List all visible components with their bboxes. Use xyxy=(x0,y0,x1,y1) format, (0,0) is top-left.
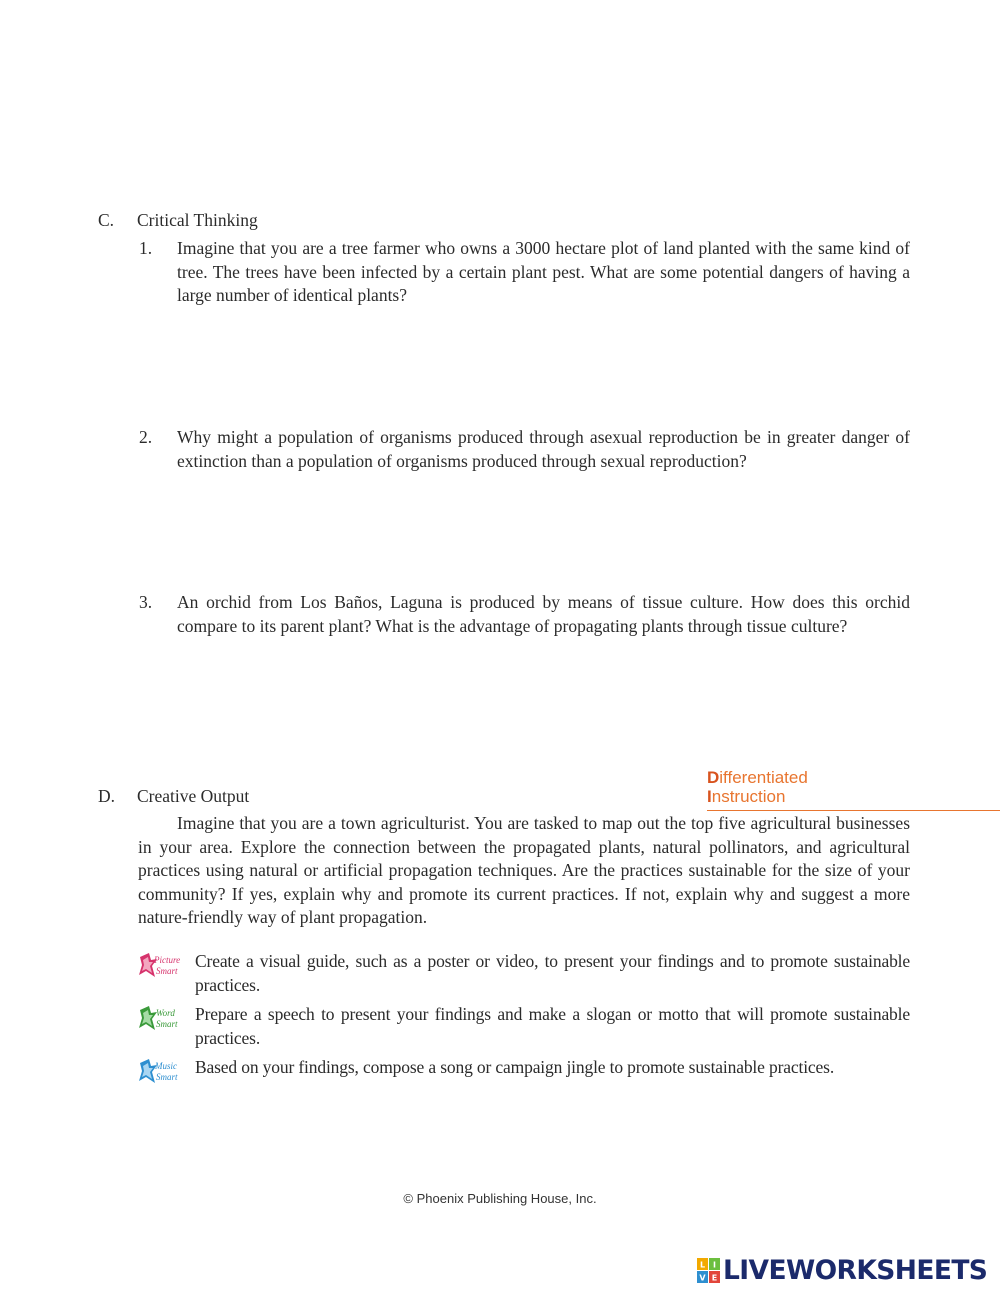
logo-block-v: V xyxy=(699,1273,706,1283)
di-line-2 xyxy=(707,787,785,806)
logo-block-e: E xyxy=(711,1273,718,1283)
music-smart-icon xyxy=(137,1056,185,1090)
liveworksheets-blocks-icon xyxy=(697,1258,721,1284)
word-smart-word-top: Word xyxy=(156,1008,175,1018)
logo-block-l: L xyxy=(699,1260,706,1270)
music-smart-word-bottom: Smart xyxy=(156,1072,178,1082)
task-word-smart-text: Prepare a speech to present your findings and make a slogan or motto that will promote sustainable practices. xyxy=(195,1004,910,1048)
section-c-letter: C. xyxy=(98,210,115,230)
liveworksheets-wordmark: LIVEWORKSHEETS xyxy=(723,1255,988,1286)
question-1-number: 1. xyxy=(139,238,153,258)
picture-smart-word-top: Picture xyxy=(154,955,181,965)
di-rest-1: ifferentiated xyxy=(719,768,808,787)
word-smart-word-bottom: Smart xyxy=(156,1019,178,1029)
word-smart-icon xyxy=(137,1003,185,1037)
question-2-text: Why might a population of organisms produced through asexual reproduction be in greater danger of extinction than a population of organisms produced through sexual reproduction? xyxy=(177,427,910,471)
di-cap-i: I xyxy=(707,787,712,806)
question-3-text: An orchid from Los Baños, Laguna is produced by means of tissue culture. How does this orchid compare to its parent plant? What is the advantage of propagating plants through tissue culture? xyxy=(177,592,910,636)
di-cap-d: D xyxy=(707,768,720,787)
section-d-title: Creative Output xyxy=(137,786,250,806)
task-picture-smart-text: Create a visual guide, such as a poster or video, to present your findings and to promote sustainable practices. xyxy=(195,951,910,995)
di-rest-2: nstruction xyxy=(711,787,786,806)
section-d-letter: D. xyxy=(98,786,116,806)
question-1-text: Imagine that you are a tree farmer who owns a 3000 hectare plot of land planted with the same kind of tree. The trees have been infected by a certain plant pest. What are some potential dangers of having a large number of identical plants? xyxy=(177,238,910,305)
music-smart-word-top: Music xyxy=(155,1061,177,1071)
creative-output-intro: Imagine that you are a town agriculturist. You are tasked to map out the top five agricultural businesses in your area. Explore the connection between the propagated plants, natural pollinators, and agricultural practices using natural or artificial propagation techniques. Are the practices sustainable for the size of your community? If yes, explain why and promote its current practices. If not, explain why and suggest a more nature-friendly way of plant propagation. xyxy=(138,813,910,927)
differentiated-instruction-label xyxy=(707,768,1000,811)
copyright-footer: © Phoenix Publishing House, Inc. xyxy=(403,1191,597,1206)
task-music-smart-text: Based on your findings, compose a song or campaign jingle to promote sustainable practices. xyxy=(195,1057,835,1077)
section-c-title: Critical Thinking xyxy=(137,210,258,230)
logo-block-i: I xyxy=(713,1260,716,1270)
di-line-1 xyxy=(707,768,808,787)
question-2-number: 2. xyxy=(139,427,153,447)
liveworksheets-logo xyxy=(697,1255,997,1287)
picture-smart-icon xyxy=(137,950,185,984)
picture-smart-word-bottom: Smart xyxy=(156,966,178,976)
question-3-number: 3. xyxy=(139,592,153,612)
